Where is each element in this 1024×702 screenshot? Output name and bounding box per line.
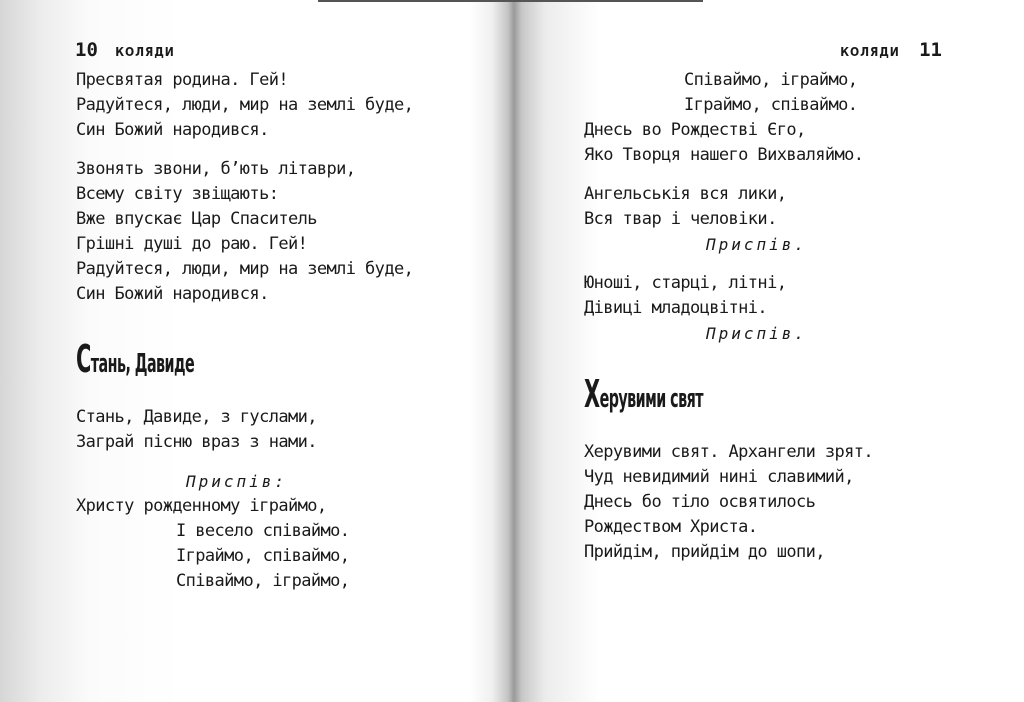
verse-line: Ангельськія вся лики, — [584, 184, 787, 204]
verse-line: І весело співаймо. — [176, 521, 350, 541]
verse-line: Грішні душі до раю. Гей! — [76, 234, 308, 254]
verse-line: Всему світу звіщають: — [76, 184, 279, 204]
verse-line: Прийдім, прийдім до шопи, — [584, 542, 825, 562]
song-heading-initial: С — [76, 337, 91, 381]
verse-line: Днесь бо тіло освятилось — [584, 492, 816, 512]
right-page — [520, 0, 1024, 702]
running-head-left — [75, 38, 178, 64]
verse-line: Син Божий народився. — [76, 284, 269, 304]
left-page — [0, 0, 500, 702]
refrain-label: Приспів: — [186, 472, 288, 491]
verse-line: Рождеством Христа. — [584, 517, 758, 537]
verse-line: Пресвятая родина. Гей! — [76, 70, 288, 90]
verse-line: Херувими свят. Архангели зрят. — [584, 442, 874, 462]
verse-line: Вся твар і человіки. — [584, 209, 777, 229]
verse-line: Співаймо, іграймо, — [684, 70, 858, 90]
running-title: КОЛЯДИ — [115, 45, 175, 59]
song-heading — [76, 337, 296, 381]
verse-line: Днесь во Рождестві Єго, — [584, 120, 806, 140]
verse-line: Іграймо, співаймо, — [176, 546, 350, 566]
verse-line: Радуйтеся, люди, мир на землі буде, — [76, 95, 414, 115]
verse-line: Співаймо, іграймо, — [176, 571, 350, 591]
song-heading-initial: Х — [584, 372, 600, 416]
verse-line: Яко Творця нашего Вихваляймо. — [584, 145, 864, 165]
refrain-label: Приспів. — [706, 324, 808, 343]
song-heading — [584, 372, 804, 416]
verse-line: Іграймо, співаймо. — [684, 95, 858, 115]
verse-line: Син Божий народився. — [76, 120, 269, 140]
refrain-label: Приспів. — [706, 235, 808, 254]
running-title: КОЛЯДИ — [840, 45, 900, 59]
verse-line: Заграй пісню враз з нами. — [76, 432, 317, 452]
left-page-text — [76, 68, 476, 594]
song-heading-rest: ерувими свят — [599, 384, 703, 414]
verse-line: Чуд невидимий нині славимий, — [584, 467, 854, 487]
right-page-text — [584, 68, 984, 565]
verse-line: Радуйтеся, люди, мир на землі буде, — [76, 259, 414, 279]
verse-line: Юноші, старці, літні, — [584, 273, 787, 293]
verse-line: Христу рожденному іграймо, — [76, 496, 327, 516]
page-number: 10 — [75, 39, 98, 61]
running-head-right — [837, 38, 942, 64]
song-heading-rest: тань, Давиде — [90, 349, 195, 379]
page-number: 11 — [919, 39, 942, 61]
verse-line: Дівиці младоцвітні. — [584, 298, 768, 318]
verse-line: Звонять звони, б’ють літаври, — [76, 159, 356, 179]
verse-line: Стань, Давиде, з гуслами, — [76, 407, 317, 427]
verse-line: Вже впускає Цар Спаситель — [76, 209, 317, 229]
